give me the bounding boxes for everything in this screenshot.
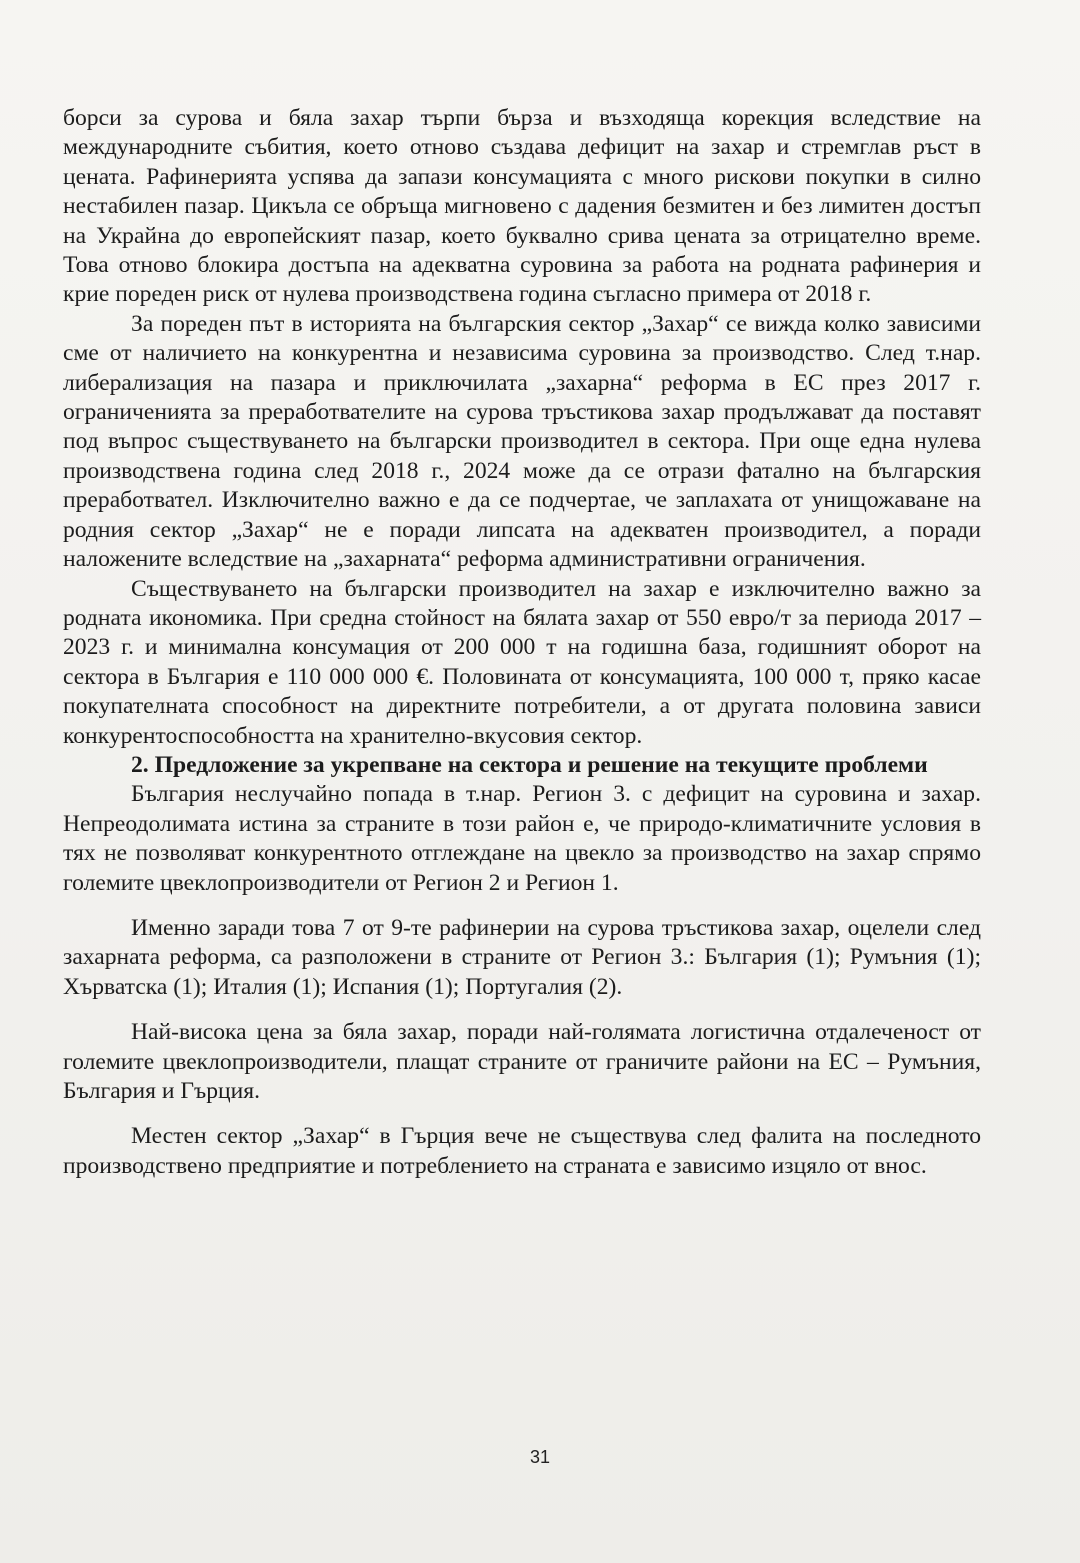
section-heading: 2. Предложение за укрепване на сектора и решение на текущите проблеми xyxy=(131,751,928,778)
paragraph-sugar-sector-history: За пореден път в историята на българския сектор „Захар“ се вижда колко зависими сме от наличието на конкурентна и независима суровина за производство. След т.нар. либерализация на пазара и приключилата „захарна“ реформа в ЕС през 2017 г. ограниченията за преработвателите на сурова тръстикова захар продължават да поставят под въпрос съществуването на български производител в сектора. При още една нулева производствена година след 2018 г., 2024 може да се отрази фатално на българския преработвател. Изключително важно е да се подчертае, че заплахата от унищожаване на родния сектор „Захар“ не е поради липсата на адекватен производител, а поради наложените вследствие на „захарната“ реформа административни ограничения. xyxy=(63,310,981,573)
page-number: 31 xyxy=(529,1447,551,1467)
document-body xyxy=(63,104,981,1181)
paragraph-region-3: България неслучайно попада в т.нар. Регион 3. с дефицит на суровина и захар. Непреодолимата истина за страните в този район е, че природо-климатичните условия в тях не позволяват конкурентното отглеждане на цвекло за производство на захар спрямо големите цвеклопроизводители от Регион 2 и Регион 1. xyxy=(63,781,981,896)
paragraph-highest-price: Най-висока цена за бяла захар, поради най-голямата логистична отдалеченост от големите цвеклопроизводители, плащат страните от граничите райони на ЕС – Румъния, България и Гърция. xyxy=(63,1019,981,1104)
paragraph-economic-importance: Съществуването на български производител на захар е изключително важно за родната икономика. При средна стойност на бялата захар от 550 евро/т за периода 2017 – 2023 г. и минимална консумация от 200 000 т на годишна база, годишният оборот на сектора в България е 110 000 000 €. Половината от консумацията, 100 000 т, пряко касае покупателната способност на директните потребители, а от другата половина зависи конкурентоспособността на хранително-вкусовия сектор. xyxy=(63,575,981,749)
paragraph-refineries: Именно заради това 7 от 9-те рафинерии на сурова тръстикова захар, оцелели след захарната реформа, са разположени в страните от Регион 3.: България (1); Румъния (1); Хърватска (1); Италия (1); Испания (1); Португалия (2). xyxy=(63,914,981,1000)
paragraph-continuation: борси за сурова и бяла захар търпи бърза и възходяща корекция вследствие на международните събития, което отново създава дефицит на захар и стремглав ръст в цената. Рафинерията успява да запази консумацията с много рискови покупки в силно нестабилен пазар. Цикъла се обръща мигновено с дадения безмитен и без лимитен достъп на Украйна до европейският пазар, което буквално срива цената за отрицателно време. Това отново блокира достъпа на адекватна суровина за работа на родната рафинерия и крие пореден риск от нулева производствена година съгласно примера от 2018 г. xyxy=(63,105,981,308)
paragraph-greece: Местен сектор „Захар“ в Гърция вече не съществува след фалита на последното производствено предприятие и потреблението на страната е зависимо изцяло от внос. xyxy=(63,1123,981,1179)
